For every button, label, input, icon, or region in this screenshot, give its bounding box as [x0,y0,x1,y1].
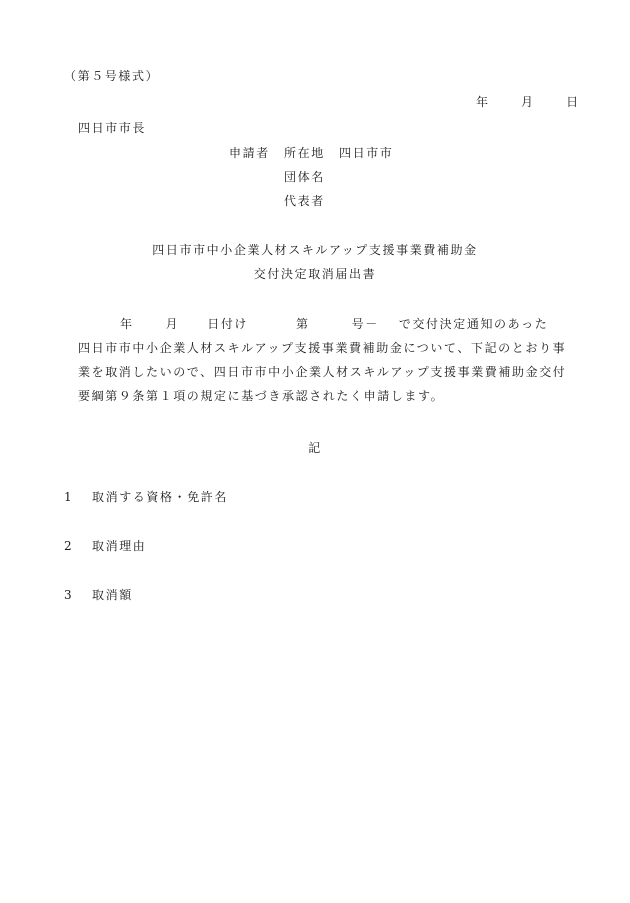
list-item [64,538,146,554]
addressee: 四日市市長 [78,121,147,135]
representative-label: 代表者 [284,194,325,208]
body-line-4: 要綱第９条第１項の規定に基づき承認されたく申請します。 [78,389,445,403]
body-month: 月 [165,317,180,331]
item-number: 3 [64,588,74,602]
body-no-prefix: 第 [296,317,310,331]
address-value: 四日市市 [339,146,394,160]
organization-label: 団体名 [284,170,325,184]
document-title-line2: 交付決定取消届出書 [253,267,377,281]
item-number: 1 [64,490,74,504]
item-label: 取消額 [92,588,133,602]
body-no-suffix: 号－ [351,317,379,331]
document-title-line1: 四日市市中小企業人材スキルアップ支援事業費補助金 [152,243,478,257]
body-line-1 [78,312,578,336]
date-day: 日 [566,95,580,109]
address-label: 所在地 [284,146,325,160]
item-label: 取消する資格・免許名 [92,490,229,504]
applicant-label: 申請者 [229,146,270,160]
list-item [64,489,228,505]
date-month: 月 [521,95,535,109]
body-rest: で交付決定通知のあった [398,317,549,331]
body-line-3: 業を取消したいので、四日市市中小企業人材スキルアップ支援事業費補助金交付 [78,365,567,379]
body-paragraph [78,312,578,408]
list-item [64,587,133,603]
date-year: 年 [476,95,490,109]
date-line [476,94,580,110]
body-year: 年 [120,317,134,331]
body-day-suffix: 日付け [207,317,249,331]
item-label: 取消理由 [92,539,147,553]
form-number: （第５号様式） [64,69,160,83]
item-number: 2 [64,539,74,553]
body-line-2: 四日市市中小企業人材スキルアップ支援事業費補助金について、下記のとおり事 [78,341,567,355]
note-heading: 記 [308,441,322,455]
